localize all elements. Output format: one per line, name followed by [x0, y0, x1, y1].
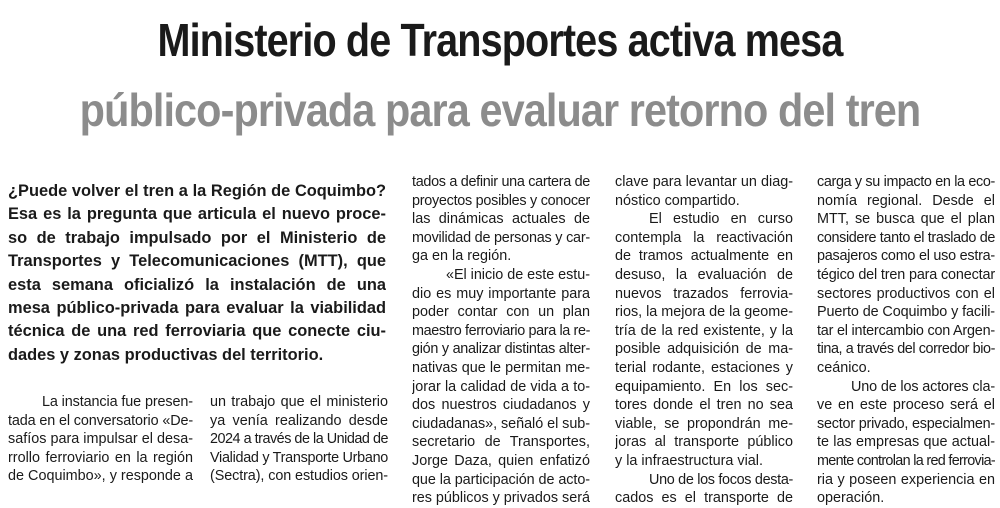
body-line: mente controlan la red ferrovia-: [817, 452, 995, 469]
body-line: tría de la red existente, y la: [615, 322, 793, 339]
body-line: desuso, la evaluación de: [615, 266, 793, 283]
body-line: ve en este proceso será el: [817, 397, 995, 414]
body-line: sectores productivos con el: [817, 285, 995, 302]
body-line: secretario de Transportes,: [412, 434, 590, 451]
body-line: te las empresas que actual-: [817, 434, 995, 451]
body-line: dos nuestros ciudadanos y: [412, 397, 590, 414]
body-line: equipamiento. En los sec-: [615, 378, 793, 395]
body-line: terial rodante, estaciones y: [615, 359, 793, 376]
body-line: clave para levantar un diag-: [615, 174, 793, 190]
body-line: La instancia fue presen-: [42, 394, 193, 410]
lead-line: so de trabajo impulsado por el Ministerio de: [8, 228, 386, 247]
body-line: tina, a través del corredor bio-: [817, 341, 995, 358]
body-line: posible adquisición de ma-: [615, 341, 793, 358]
lead-paragraph: [8, 180, 386, 367]
lead-line: Esa es la pregunta que articula el nuevo proce-: [8, 205, 386, 224]
body-line: ya venía realizando desde: [210, 412, 388, 429]
body-line: nóstico compartido.: [615, 192, 740, 209]
lead-line: esta semana oficializó la instalación de una: [8, 275, 386, 294]
lead-line: ¿Puede volver el tren a la Región de Coquimbo?: [8, 182, 386, 200]
body-line: rrollo ferroviario en la región: [8, 449, 193, 466]
body-line: nuevos trazados ferrovia-: [615, 285, 793, 302]
body-line: tores donde el tren no sea: [615, 397, 793, 414]
body-line: El estudio en curso: [649, 211, 793, 228]
body-line: Puerto de Coquimbo y facili-: [817, 304, 995, 321]
body-column-5: [817, 173, 995, 508]
body-line: un trabajo que el ministerio: [210, 394, 388, 410]
body-line: movilidad de personas y car-: [412, 229, 590, 246]
body-column-1: [8, 393, 193, 486]
body-line: «El inicio de este estu-: [446, 266, 590, 283]
body-line: y la infraestructura vial.: [615, 452, 763, 469]
lead-line: técnica de una red ferroviaria que conecte ciu-: [8, 322, 386, 341]
body-line: carga y su impacto en la eco-: [817, 174, 995, 190]
headline-line-2: público-privada para evaluar retorno del tren: [79, 84, 921, 136]
body-line: 2024 a través de la Unidad de: [210, 431, 388, 448]
headline-line-1: Ministerio de Transportes activa mesa: [157, 14, 843, 66]
body-line: que la participación de acto-: [412, 471, 590, 488]
body-line: rios, la mejora de la geome-: [615, 304, 793, 321]
body-line: ga en la región.: [412, 248, 512, 265]
lead-line: Transportes y Telecomunicaciones (MTT), que: [8, 252, 386, 271]
body-line: Uno de los actores cla-: [851, 378, 995, 395]
body-line: ceánico.: [817, 359, 871, 376]
body-line: cados es el transporte de: [615, 490, 793, 507]
body-line: nomía regional. Desde el: [817, 192, 995, 209]
body-line: tégico del tren para conectar: [817, 266, 995, 283]
body-line: ria y poseen experiencia en: [817, 471, 995, 488]
body-column-2: [210, 393, 388, 486]
body-line: res públicos y privados será: [412, 490, 590, 507]
body-line: sector privado, especialmen-: [817, 415, 995, 432]
body-line: MTT, se busca que el plan: [817, 211, 995, 228]
body-column-3: [412, 173, 590, 508]
body-line: gión y analizar distintas alter-: [412, 341, 590, 358]
body-line: jorar la calidad de vida a to-: [412, 378, 590, 395]
body-line: viable, se propondrán me-: [615, 415, 793, 432]
body-line: contempla la reactivación: [615, 229, 793, 246]
body-line: de tramos actualmente en: [615, 248, 793, 265]
body-line: las dinámicas actuales de: [412, 211, 590, 228]
body-line: ciudadanas», señaló el sub-: [412, 415, 590, 432]
body-line: tados a definir una cartera de: [412, 174, 590, 190]
body-line: tar el intercambio con Argen-: [817, 322, 995, 339]
lead-line: dades y zonas productivas del territorio.: [8, 345, 324, 364]
body-line: tada en el conversatorio «De-: [8, 412, 193, 429]
body-line: Uno de los focos desta-: [649, 471, 793, 488]
body-line: nativas que le permitan me-: [412, 359, 590, 376]
body-line: poder contar con un plan: [412, 304, 590, 321]
body-line: de Coquimbo», y responde a: [8, 468, 193, 485]
body-line: dio es muy importante para: [412, 285, 590, 302]
lead-line: mesa público-privada para evaluar la viabilidad: [8, 299, 386, 318]
body-column-4: [615, 173, 793, 508]
body-line: Vialidad y Transporte Urbano: [210, 449, 388, 466]
body-line: (Sectra), con estudios orien-: [210, 468, 388, 485]
body-line: proyectos posibles y conocer: [412, 192, 590, 209]
body-line: maestro ferroviario para la re-: [412, 322, 590, 339]
body-line: joras al transporte público: [615, 434, 793, 451]
body-line: safíos para impulsar el desa-: [8, 431, 193, 448]
body-line: considere tanto el traslado de: [817, 229, 995, 246]
body-line: operación.: [817, 490, 885, 507]
body-line: Jorge Daza, quien enfatizó: [412, 452, 590, 469]
body-line: pasajeros como el uso estra-: [817, 248, 995, 265]
